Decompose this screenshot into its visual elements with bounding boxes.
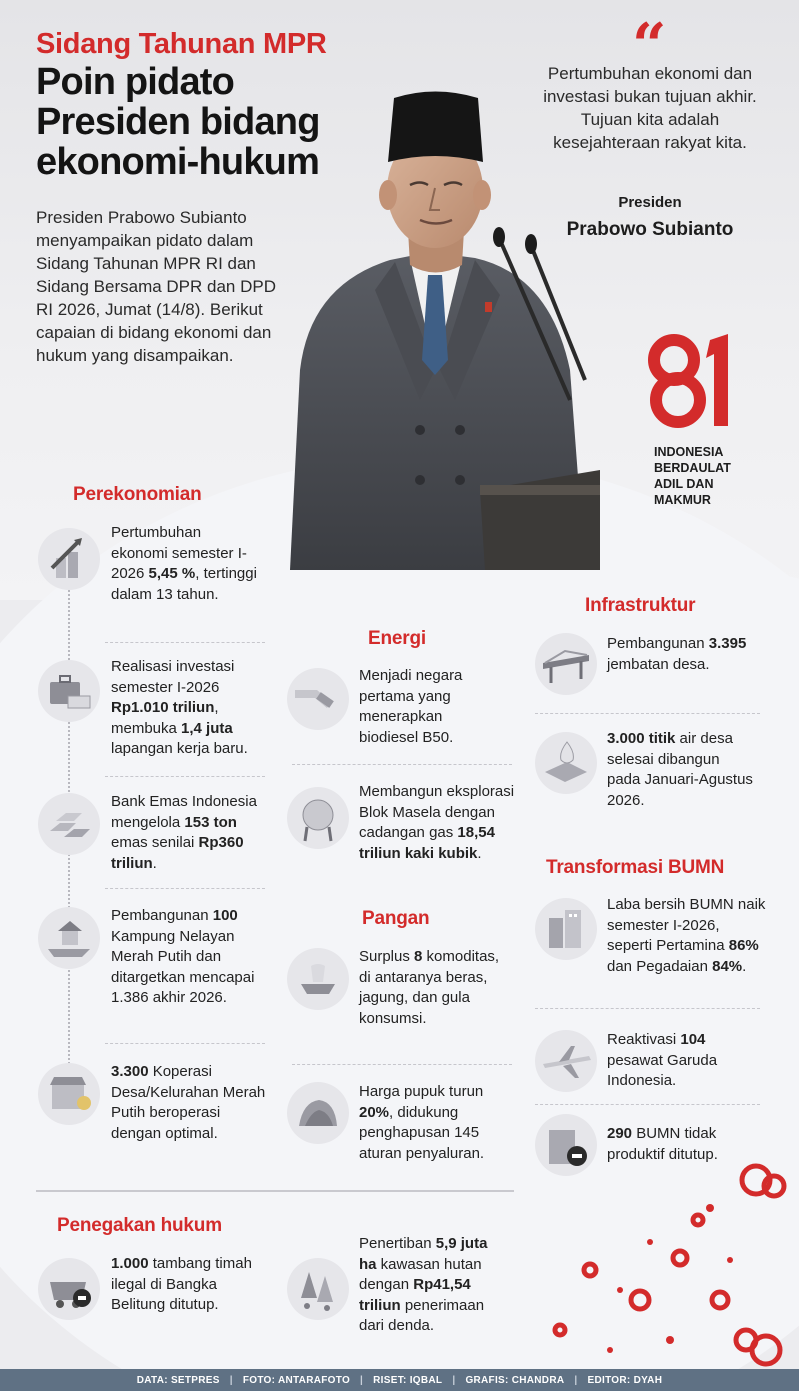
gas-tank-icon xyxy=(287,787,349,849)
pangan-item-2 xyxy=(359,1082,509,1164)
body-text: Surplus xyxy=(359,948,415,965)
body-text: Harga pupuk turun xyxy=(359,1083,484,1100)
headline: Poin pidato Presiden bidang ekonomi-hukum xyxy=(36,61,320,183)
perekonomian-item-2 xyxy=(111,657,261,760)
highlight-text: Rp1.010 triliun xyxy=(111,699,215,716)
rich-text xyxy=(359,667,462,746)
body-text: . xyxy=(742,957,747,975)
bridge-icon xyxy=(535,633,597,695)
body-text: emas senilai xyxy=(111,834,199,851)
body-text: , membuka xyxy=(111,699,219,737)
highlight-text: 3.000 titik xyxy=(607,730,676,747)
highlight-text: 8 xyxy=(414,948,423,965)
body-text: dan Pegadaian xyxy=(607,957,713,975)
divider xyxy=(105,888,265,889)
highlight-text: 3.395 xyxy=(708,635,747,652)
highlight-text: 104 xyxy=(680,1031,706,1048)
body-text: BUMN tidak produktif ditutup. xyxy=(607,1125,718,1163)
body-text: Bank Emas Indonesia mengelola xyxy=(111,793,257,831)
body-text: Penertiban xyxy=(359,1235,436,1252)
quote-mark-icon: “ xyxy=(632,11,667,81)
rich-text xyxy=(607,635,746,673)
body-text: . xyxy=(477,844,482,862)
fertilizer-pile-icon xyxy=(287,1082,349,1144)
section-title-energi: Energi xyxy=(368,628,426,649)
kicker-title: Sidang Tahunan MPR xyxy=(36,28,327,60)
energi-item-1 xyxy=(359,666,504,748)
credits-footer xyxy=(0,1369,799,1391)
body-text: Reaktivasi xyxy=(607,1031,681,1048)
highlight-text: 100 xyxy=(212,907,238,924)
body-text: Kampung Nelayan Merah Putih dan ditargetkan mencapai 1.386 akhir 2026. xyxy=(111,927,255,1006)
rich-text xyxy=(607,896,765,975)
separator: | xyxy=(574,1374,578,1386)
rich-text xyxy=(359,783,514,862)
infrastruktur-item-2 xyxy=(607,729,757,811)
body-text: Membangun eksplorasi Blok Masela dengan cadangan gas xyxy=(359,783,515,841)
section-title-perekonomian: Perekonomian xyxy=(73,484,202,505)
highlight-text: 18,54 triliun kaki kubik xyxy=(359,824,495,862)
body-text: kawasan hutan dengan xyxy=(359,1255,482,1293)
body-text: Pembangunan xyxy=(607,635,709,652)
buildings-icon xyxy=(535,898,597,960)
rich-text xyxy=(607,730,753,809)
separator: | xyxy=(360,1374,364,1386)
credit-graphics: GRAFIS: CHANDRA xyxy=(465,1374,565,1386)
highlight-text: 84% xyxy=(712,957,743,975)
rich-text xyxy=(359,1083,484,1162)
separator: | xyxy=(452,1374,456,1386)
growth-coins-icon xyxy=(38,528,100,590)
divider xyxy=(105,1043,265,1044)
credit-data: DATA: SETPRES xyxy=(136,1374,220,1386)
fishing-village-icon xyxy=(38,907,100,969)
divider xyxy=(535,1104,760,1105)
briefcase-money-icon xyxy=(38,660,100,722)
body-text: pesawat Garuda Indonesia. xyxy=(607,1051,718,1089)
gold-bars-icon xyxy=(38,793,100,855)
infrastruktur-item-1 xyxy=(607,634,747,675)
section-title-pangan: Pangan xyxy=(362,908,430,929)
highlight-text: Rp41,54 triliun xyxy=(359,1276,471,1314)
body-text: penerimaan dari denda. xyxy=(359,1296,485,1334)
bumn-item-2 xyxy=(607,1030,757,1092)
section-title-bumn: Transformasi BUMN xyxy=(546,857,725,878)
tagline-line: BERDAULAT xyxy=(654,461,731,475)
rich-text xyxy=(111,1063,265,1142)
body-text: , tertinggi dalam 13 tahun. xyxy=(111,565,257,603)
highlight-text: 1,4 juta xyxy=(181,719,233,737)
cooperative-shop-icon xyxy=(38,1063,100,1125)
forest-icon xyxy=(287,1258,349,1320)
highlight-text: 290 xyxy=(607,1125,633,1142)
divider xyxy=(292,1064,512,1065)
body-text: . xyxy=(152,854,157,872)
highlight-text: Rp360 triliun xyxy=(111,834,244,872)
body-text: air desa selesai dibangun pada Januari-Agustus 2026. xyxy=(607,730,753,809)
highlight-text: 5,9 juta ha xyxy=(359,1235,488,1273)
body-text: Pertumbuhan ekonomi semester I-2026 xyxy=(111,524,247,582)
credit-photo: FOTO: ANTARAFOTO xyxy=(242,1374,351,1386)
body-text: jembatan desa. xyxy=(607,655,710,673)
perekonomian-item-1 xyxy=(111,523,261,605)
divider xyxy=(535,1008,760,1009)
pangan-item-1 xyxy=(359,947,509,1029)
divider xyxy=(105,642,265,643)
anniversary-81-logo xyxy=(648,330,744,430)
rich-text xyxy=(111,658,248,757)
body-text: Realisasi investasi semester I-2026 xyxy=(111,658,235,696)
rich-text xyxy=(359,1235,487,1334)
body-text: komoditas, di antaranya beras, jagung, dan gula konsumsi. xyxy=(359,948,500,1027)
batik-ornament-decoration xyxy=(520,1150,799,1368)
tagline-line: MAKMUR xyxy=(654,493,711,507)
rich-text xyxy=(607,1031,717,1089)
divider xyxy=(105,776,265,777)
intro-paragraph: Presiden Prabowo Subianto menyampaikan pidato dalam Sidang Tahunan MPR RI dan Sidang Bersama DPR dan DPD RI 2026, Jumat (14/8). Berikut capaian di bidang ekonomi dan hukum yang disampaikan. xyxy=(36,208,277,365)
body-text: , didukung penghapusan 145 aturan penyaluran. xyxy=(359,1103,485,1162)
body-text: tambang timah ilegal di Bangka Belitung ditutup. xyxy=(111,1255,252,1313)
perekonomian-item-5 xyxy=(111,1062,271,1144)
fuel-nozzle-icon xyxy=(287,668,349,730)
credit-research: RISET: IQBAL xyxy=(373,1374,443,1386)
highlight-text: 5,45 % xyxy=(148,565,196,582)
body-text: Laba bersih BUMN naik semester I-2026, seperti Pertamina xyxy=(607,896,766,954)
section-rule xyxy=(36,1190,514,1192)
president-quote: Pertumbuhan ekonomi dan investasi bukan tujuan akhir. Tujuan kita adalah kesejahteraan rakyat kita. xyxy=(543,64,757,152)
quote-role: Presiden xyxy=(618,194,682,211)
highlight-text: 86% xyxy=(728,937,759,954)
quote-name: Prabowo Subianto xyxy=(566,219,734,240)
hukum-item-2 xyxy=(359,1234,509,1337)
rich-text xyxy=(359,948,499,1027)
body-text: Pembangunan xyxy=(111,907,213,924)
divider xyxy=(535,713,760,714)
hukum-item-1 xyxy=(111,1254,261,1316)
bumn-item-1 xyxy=(607,895,767,977)
section-title-infrastruktur: Infrastruktur xyxy=(585,595,696,616)
credit-editor: EDITOR: DYAH xyxy=(587,1374,663,1386)
tagline-line: ADIL DAN xyxy=(654,477,714,491)
rich-text xyxy=(111,793,257,872)
rice-bowl-icon xyxy=(287,948,349,1010)
highlight-text: 3.300 xyxy=(111,1063,149,1080)
water-tank-icon xyxy=(535,732,597,794)
section-title-penegakan-hukum: Penegakan hukum xyxy=(57,1215,222,1236)
separator: | xyxy=(229,1374,233,1386)
rich-text xyxy=(111,907,254,1006)
body-text: Menjadi negara pertama yang menerapkan biodiesel B50. xyxy=(359,667,463,746)
anniversary-tagline xyxy=(654,444,794,508)
highlight-text: 153 ton xyxy=(184,813,237,831)
body-text: Koperasi Desa/Kelurahan Merah Putih beroperasi dengan optimal. xyxy=(111,1063,266,1142)
perekonomian-item-3 xyxy=(111,792,271,874)
tagline-line: INDONESIA xyxy=(654,445,724,459)
highlight-text: 1.000 xyxy=(111,1255,149,1272)
rich-text xyxy=(111,524,257,603)
rich-text xyxy=(111,1255,252,1313)
airplane-icon xyxy=(535,1030,597,1092)
highlight-text: 20% xyxy=(359,1103,390,1121)
perekonomian-item-4 xyxy=(111,906,261,1009)
mining-cart-icon xyxy=(38,1258,100,1320)
energi-item-2 xyxy=(359,782,519,864)
divider xyxy=(292,764,512,765)
body-text: lapangan kerja baru. xyxy=(111,740,248,757)
